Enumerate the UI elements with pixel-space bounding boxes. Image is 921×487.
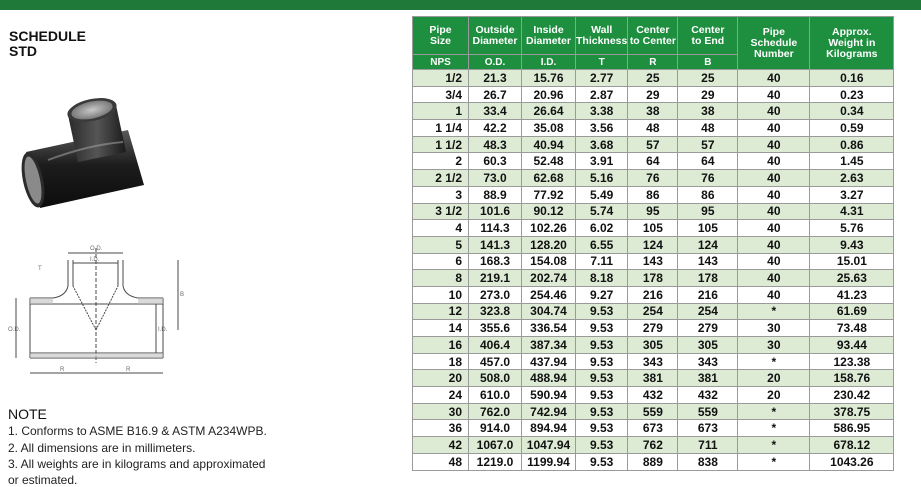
cell-center-to-center: 432: [628, 387, 678, 404]
cell-wall-thickness: 3.56: [576, 120, 628, 137]
tee-dimension-drawing: [8, 238, 188, 383]
cell-pipe-size: 10: [413, 286, 469, 303]
cell-wall-thickness: 7.11: [576, 253, 628, 270]
cell-outside-diameter: 141.3: [469, 236, 522, 253]
cell-center-to-end: 838: [678, 453, 738, 470]
cell-inside-diameter: 1047.94: [522, 437, 576, 454]
cell-center-to-center: 29: [628, 86, 678, 103]
header-outside-diameter: [469, 17, 522, 55]
table-row: [413, 420, 894, 437]
note-line-1: 1. Conforms to ASME B16.9 & ASTM A234WPB.: [8, 424, 267, 438]
cell-schedule-number: 40: [738, 70, 810, 87]
cell-center-to-end: 64: [678, 153, 738, 170]
cell-center-to-end: 76: [678, 170, 738, 187]
cell-outside-diameter: 48.3: [469, 136, 522, 153]
cell-pipe-size: 1: [413, 103, 469, 120]
cell-pipe-size: 12: [413, 303, 469, 320]
table-row: [413, 320, 894, 337]
cell-center-to-center: 105: [628, 220, 678, 237]
drawing-label-id-side: I.D.: [158, 327, 168, 333]
cell-weight: 73.48: [810, 320, 894, 337]
cell-outside-diameter: 219.1: [469, 270, 522, 287]
cell-weight: 1.45: [810, 153, 894, 170]
table-row: [413, 170, 894, 187]
table-row: [413, 353, 894, 370]
cell-wall-thickness: 2.87: [576, 86, 628, 103]
header-schedule-number: [738, 17, 810, 70]
cell-center-to-end: 95: [678, 203, 738, 220]
cell-schedule-number: 40: [738, 286, 810, 303]
table-row: [413, 70, 894, 87]
table-row: [413, 337, 894, 354]
cell-inside-diameter: 304.74: [522, 303, 576, 320]
cell-outside-diameter: 457.0: [469, 353, 522, 370]
cell-inside-diameter: 128.20: [522, 236, 576, 253]
cell-center-to-center: 57: [628, 136, 678, 153]
cell-pipe-size: 2: [413, 153, 469, 170]
cell-schedule-number: 30: [738, 320, 810, 337]
header-text: Thickness: [576, 34, 628, 47]
cell-schedule-number: 40: [738, 120, 810, 137]
table-row: [413, 270, 894, 287]
cell-inside-diameter: 336.54: [522, 320, 576, 337]
cell-weight: 0.16: [810, 70, 894, 87]
cell-inside-diameter: 40.94: [522, 136, 576, 153]
header-text: Kilograms: [826, 47, 878, 60]
cell-weight: 158.76: [810, 370, 894, 387]
cell-center-to-end: 25: [678, 70, 738, 87]
drawing-label-id-top: I.D.: [90, 257, 100, 263]
cell-schedule-number: 30: [738, 337, 810, 354]
cell-center-to-end: 86: [678, 186, 738, 203]
cell-wall-thickness: 9.27: [576, 286, 628, 303]
cell-weight: 586.95: [810, 420, 894, 437]
header-text: to End: [691, 34, 725, 47]
cell-wall-thickness: 9.53: [576, 437, 628, 454]
cell-weight: 3.27: [810, 186, 894, 203]
cell-weight: 678.12: [810, 437, 894, 454]
cell-inside-diameter: 254.46: [522, 286, 576, 303]
table-row: [413, 236, 894, 253]
cell-weight: 230.42: [810, 387, 894, 404]
cell-inside-diameter: 387.34: [522, 337, 576, 354]
header-text: Outside: [475, 23, 515, 36]
cell-pipe-size: 30: [413, 403, 469, 420]
cell-pipe-size: 36: [413, 420, 469, 437]
header-text: Schedule: [750, 36, 798, 49]
cell-weight: 25.63: [810, 270, 894, 287]
cell-wall-thickness: 9.53: [576, 370, 628, 387]
cell-center-to-center: 381: [628, 370, 678, 387]
cell-schedule-number: 40: [738, 236, 810, 253]
cell-pipe-size: 16: [413, 337, 469, 354]
cell-weight: 41.23: [810, 286, 894, 303]
note-line-4: or estimated.: [8, 473, 78, 487]
cell-outside-diameter: 33.4: [469, 103, 522, 120]
cell-outside-diameter: 323.8: [469, 303, 522, 320]
cell-center-to-end: 124: [678, 236, 738, 253]
cell-center-to-center: 216: [628, 286, 678, 303]
cell-schedule-number: 40: [738, 203, 810, 220]
cell-center-to-center: 48: [628, 120, 678, 137]
header-weight: [810, 17, 894, 70]
cell-schedule-number: *: [738, 403, 810, 420]
cell-outside-diameter: 26.7: [469, 86, 522, 103]
cell-outside-diameter: 610.0: [469, 387, 522, 404]
cell-pipe-size: 3: [413, 186, 469, 203]
cell-center-to-end: 432: [678, 387, 738, 404]
cell-center-to-end: 279: [678, 320, 738, 337]
cell-pipe-size: 24: [413, 387, 469, 404]
cell-outside-diameter: 101.6: [469, 203, 522, 220]
cell-inside-diameter: 742.94: [522, 403, 576, 420]
cell-inside-diameter: 15.76: [522, 70, 576, 87]
table-row: [413, 203, 894, 220]
cell-schedule-number: *: [738, 437, 810, 454]
drawing-label-r-left: R: [60, 367, 65, 373]
cell-center-to-end: 178: [678, 270, 738, 287]
header-center-to-end: [678, 17, 738, 55]
header-text: Pipe: [429, 23, 452, 36]
header-text: Center: [636, 23, 670, 36]
drawing-label-r-right: R: [126, 367, 131, 373]
cell-center-to-center: 254: [628, 303, 678, 320]
cell-center-to-end: 711: [678, 437, 738, 454]
cell-center-to-end: 254: [678, 303, 738, 320]
cell-center-to-center: 124: [628, 236, 678, 253]
header-wall-thickness: [576, 17, 628, 55]
table-row: [413, 286, 894, 303]
cell-pipe-size: 2 1/2: [413, 170, 469, 187]
header-text: Weight in: [828, 36, 876, 49]
cell-inside-diameter: 26.64: [522, 103, 576, 120]
cell-schedule-number: *: [738, 453, 810, 470]
table-row: [413, 403, 894, 420]
header-text: Diameter: [472, 34, 518, 47]
cell-wall-thickness: 9.53: [576, 337, 628, 354]
cell-center-to-center: 279: [628, 320, 678, 337]
cell-center-to-center: 889: [628, 453, 678, 470]
cell-center-to-center: 38: [628, 103, 678, 120]
cell-wall-thickness: 9.53: [576, 420, 628, 437]
cell-weight: 4.31: [810, 203, 894, 220]
table-row: [413, 387, 894, 404]
cell-pipe-size: 6: [413, 253, 469, 270]
subheader-center-to-end: B: [678, 55, 738, 70]
cell-wall-thickness: 3.91: [576, 153, 628, 170]
cell-weight: 1043.26: [810, 453, 894, 470]
cell-weight: 0.23: [810, 86, 894, 103]
cell-center-to-center: 86: [628, 186, 678, 203]
cell-wall-thickness: 9.53: [576, 453, 628, 470]
cell-weight: 9.43: [810, 236, 894, 253]
cell-center-to-center: 25: [628, 70, 678, 87]
cell-wall-thickness: 5.74: [576, 203, 628, 220]
cell-inside-diameter: 20.96: [522, 86, 576, 103]
cell-center-to-center: 762: [628, 437, 678, 454]
cell-center-to-end: 559: [678, 403, 738, 420]
cell-center-to-end: 143: [678, 253, 738, 270]
cell-schedule-number: 40: [738, 270, 810, 287]
cell-weight: 15.01: [810, 253, 894, 270]
cell-wall-thickness: 6.55: [576, 236, 628, 253]
subheader-outside-diameter: O.D.: [469, 55, 522, 70]
page-title: [9, 29, 86, 59]
cell-outside-diameter: 88.9: [469, 186, 522, 203]
drawing-label-t: T: [38, 266, 42, 272]
cell-schedule-number: 40: [738, 86, 810, 103]
cell-center-to-end: 57: [678, 136, 738, 153]
cell-wall-thickness: 9.53: [576, 353, 628, 370]
table-row: [413, 186, 894, 203]
cell-pipe-size: 4: [413, 220, 469, 237]
cell-pipe-size: 18: [413, 353, 469, 370]
cell-pipe-size: 8: [413, 270, 469, 287]
cell-inside-diameter: 590.94: [522, 387, 576, 404]
cell-inside-diameter: 35.08: [522, 120, 576, 137]
cell-outside-diameter: 114.3: [469, 220, 522, 237]
header-center-to-center: [628, 17, 678, 55]
cell-inside-diameter: 488.94: [522, 370, 576, 387]
cell-outside-diameter: 508.0: [469, 370, 522, 387]
cell-weight: 0.86: [810, 136, 894, 153]
cell-wall-thickness: 2.77: [576, 70, 628, 87]
cell-pipe-size: 42: [413, 437, 469, 454]
note-heading: NOTE: [8, 406, 47, 422]
cell-inside-diameter: 52.48: [522, 153, 576, 170]
cell-wall-thickness: 9.53: [576, 320, 628, 337]
cell-inside-diameter: 1199.94: [522, 453, 576, 470]
cell-inside-diameter: 62.68: [522, 170, 576, 187]
cell-center-to-end: 381: [678, 370, 738, 387]
cell-center-to-end: 29: [678, 86, 738, 103]
cell-weight: 2.63: [810, 170, 894, 187]
cell-outside-diameter: 273.0: [469, 286, 522, 303]
cell-pipe-size: 3 1/2: [413, 203, 469, 220]
cell-pipe-size: 1 1/4: [413, 120, 469, 137]
table-row: [413, 303, 894, 320]
cell-inside-diameter: 90.12: [522, 203, 576, 220]
cell-center-to-end: 38: [678, 103, 738, 120]
cell-pipe-size: 1 1/2: [413, 136, 469, 153]
title-line-schedule: SCHEDULE: [9, 28, 87, 44]
table-row: [413, 120, 894, 137]
table-row: [413, 136, 894, 153]
cell-outside-diameter: 406.4: [469, 337, 522, 354]
cell-outside-diameter: 762.0: [469, 403, 522, 420]
cell-pipe-size: 1/2: [413, 70, 469, 87]
header-text: Approx.: [832, 25, 872, 38]
header-text: Pipe: [762, 25, 785, 38]
cell-schedule-number: 40: [738, 253, 810, 270]
table-row: [413, 437, 894, 454]
tee-product-image: [18, 90, 158, 215]
cell-wall-thickness: 9.53: [576, 303, 628, 320]
cell-weight: 0.34: [810, 103, 894, 120]
table-row: [413, 253, 894, 270]
cell-wall-thickness: 3.38: [576, 103, 628, 120]
header-text: Inside: [533, 23, 564, 36]
header-text: Wall: [591, 23, 613, 36]
table-row: [413, 86, 894, 103]
header-text: Number: [754, 47, 794, 60]
cell-outside-diameter: 1067.0: [469, 437, 522, 454]
cell-center-to-end: 305: [678, 337, 738, 354]
cell-weight: 378.75: [810, 403, 894, 420]
cell-center-to-end: 48: [678, 120, 738, 137]
header-text: Diameter: [526, 34, 571, 47]
cell-schedule-number: *: [738, 353, 810, 370]
cell-outside-diameter: 60.3: [469, 153, 522, 170]
cell-schedule-number: 20: [738, 370, 810, 387]
cell-inside-diameter: 202.74: [522, 270, 576, 287]
cell-weight: 61.69: [810, 303, 894, 320]
table-row: [413, 220, 894, 237]
cell-center-to-center: 305: [628, 337, 678, 354]
drawing-label-od-top: O.D.: [90, 246, 103, 252]
table-row: [413, 453, 894, 470]
cell-center-to-center: 64: [628, 153, 678, 170]
cell-center-to-center: 559: [628, 403, 678, 420]
header-row: [413, 17, 894, 55]
cell-pipe-size: 14: [413, 320, 469, 337]
header-text: Center: [691, 23, 725, 36]
cell-center-to-end: 673: [678, 420, 738, 437]
cell-outside-diameter: 914.0: [469, 420, 522, 437]
cell-schedule-number: 40: [738, 136, 810, 153]
cell-wall-thickness: 6.02: [576, 220, 628, 237]
cell-schedule-number: 40: [738, 103, 810, 120]
cell-weight: 93.44: [810, 337, 894, 354]
cell-outside-diameter: 1219.0: [469, 453, 522, 470]
subheader-inside-diameter: I.D.: [522, 55, 576, 70]
cell-pipe-size: 20: [413, 370, 469, 387]
cell-outside-diameter: 168.3: [469, 253, 522, 270]
cell-weight: 123.38: [810, 353, 894, 370]
table-row: [413, 370, 894, 387]
cell-schedule-number: 40: [738, 170, 810, 187]
cell-center-to-center: 178: [628, 270, 678, 287]
cell-inside-diameter: 437.94: [522, 353, 576, 370]
cell-pipe-size: 3/4: [413, 86, 469, 103]
title-line-std: STD: [9, 43, 37, 59]
cell-pipe-size: 5: [413, 236, 469, 253]
top-banner: [0, 0, 921, 10]
cell-weight: 5.76: [810, 220, 894, 237]
cell-center-to-center: 673: [628, 420, 678, 437]
cell-schedule-number: *: [738, 303, 810, 320]
tee-spec-table: [412, 16, 894, 471]
cell-center-to-end: 343: [678, 353, 738, 370]
header-pipe-size: [413, 17, 469, 55]
cell-center-to-end: 105: [678, 220, 738, 237]
cell-center-to-center: 76: [628, 170, 678, 187]
cell-wall-thickness: 9.53: [576, 387, 628, 404]
cell-wall-thickness: 3.68: [576, 136, 628, 153]
drawing-label-b: B: [180, 292, 185, 298]
cell-inside-diameter: 154.08: [522, 253, 576, 270]
cell-center-to-center: 143: [628, 253, 678, 270]
cell-schedule-number: 20: [738, 387, 810, 404]
subheader-center-to-center: R: [628, 55, 678, 70]
cell-inside-diameter: 102.26: [522, 220, 576, 237]
subheader-pipe-size: NPS: [413, 55, 469, 70]
header-text: to Center: [629, 34, 676, 47]
cell-outside-diameter: 73.0: [469, 170, 522, 187]
cell-outside-diameter: 355.6: [469, 320, 522, 337]
cell-center-to-end: 216: [678, 286, 738, 303]
drawing-label-od-side: O.D.: [8, 327, 21, 333]
cell-schedule-number: 40: [738, 186, 810, 203]
cell-schedule-number: 40: [738, 220, 810, 237]
cell-wall-thickness: 5.16: [576, 170, 628, 187]
header-text: Size: [429, 34, 451, 47]
cell-wall-thickness: 9.53: [576, 403, 628, 420]
header-inside-diameter: [522, 17, 576, 55]
cell-center-to-center: 95: [628, 203, 678, 220]
cell-pipe-size: 48: [413, 453, 469, 470]
cell-schedule-number: 40: [738, 153, 810, 170]
cell-schedule-number: *: [738, 420, 810, 437]
cell-inside-diameter: 77.92: [522, 186, 576, 203]
note-line-3: 3. All weights are in kilograms and approximated: [8, 457, 266, 471]
table-row: [413, 153, 894, 170]
cell-wall-thickness: 8.18: [576, 270, 628, 287]
note-line-2: 2. All dimensions are in millimeters.: [8, 441, 196, 455]
cell-wall-thickness: 5.49: [576, 186, 628, 203]
cell-outside-diameter: 21.3: [469, 70, 522, 87]
cell-inside-diameter: 894.94: [522, 420, 576, 437]
cell-outside-diameter: 42.2: [469, 120, 522, 137]
cell-center-to-center: 343: [628, 353, 678, 370]
subheader-wall-thickness: T: [576, 55, 628, 70]
table-row: [413, 103, 894, 120]
cell-weight: 0.59: [810, 120, 894, 137]
